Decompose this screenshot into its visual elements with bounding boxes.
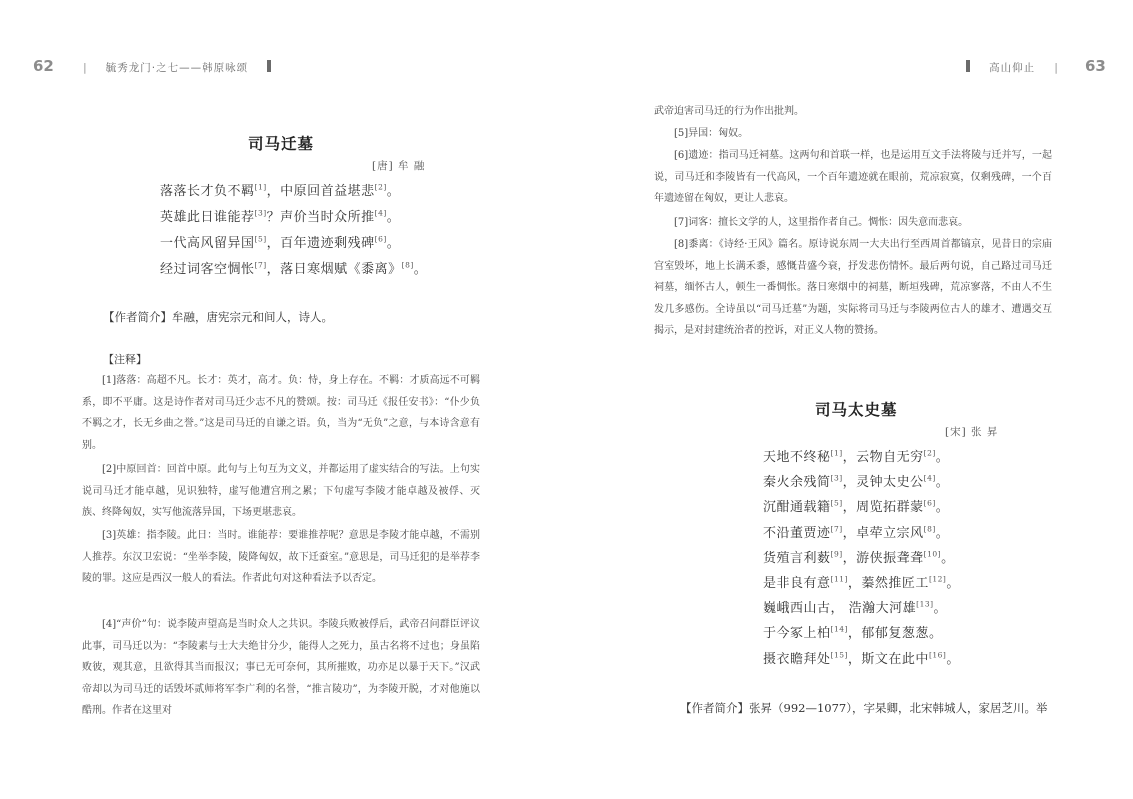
footnote-marker: [6]	[374, 234, 387, 244]
left-page	[0, 0, 566, 799]
poem-line	[763, 648, 960, 667]
footnote-marker: [3]	[830, 473, 843, 483]
footnote-marker: [3]	[254, 208, 267, 218]
note-item: [4]“声价”句：说李陵声望高是当时众人之共识。李陵兵败被俘后，武帝召问群臣评议此事，司马迁以为：“李陵素与士大夫绝甘分少，能得人之死力，虽古名将不过也；身虽陷败彼，观其意，且欲得其当而报汉；事已无可奈何，其所摧败，功亦足以暴于天下。”汉武帝却以为司马迁的话毁坏贰师将军李广利的名誉，“推言陵功”，为李陵开脱，才对他施以酷刑。作者在这里对	[82, 619, 480, 716]
poem-text: 。	[941, 550, 955, 566]
poem-text: 。	[386, 210, 401, 225]
poem-line	[763, 522, 949, 541]
poem-line	[160, 258, 427, 277]
footnote-marker: [10]	[923, 549, 942, 559]
header-marker	[966, 60, 970, 72]
header-separator: |	[1054, 61, 1058, 74]
poem-text: 。	[935, 525, 950, 541]
poem-text: 。	[935, 500, 950, 516]
poem-text: 。	[946, 576, 960, 591]
footnote-marker: [12]	[928, 574, 947, 584]
footnote-marker: [15]	[830, 650, 848, 660]
poem-text: ，中原回首益堪悲	[266, 184, 375, 199]
poem-text: ，蓁然推匠工	[847, 576, 929, 591]
poem-line	[160, 232, 400, 251]
poem-text: 。	[933, 601, 948, 617]
footnote-marker: [9]	[830, 549, 843, 559]
note-item: [6]遗迹：指司马迁祠墓。这两句和首联一样，也是运用互文手法将陵与迁并写，一起说，司马迁和李陵皆有一代高风，一个百年遗迹就在眼前，荒凉寂寞，仅剩残碑，一个百年遗迹留在匈奴，更让人悲哀。	[654, 150, 1052, 204]
footnote-marker: [7]	[830, 524, 843, 534]
footnote-marker: [16]	[928, 650, 947, 660]
author-intro: 【作者简介】张昇（992—1077），字杲卿，北宋韩城人，家居芝川。举	[680, 701, 1048, 715]
poem-text: 。	[935, 475, 950, 491]
footnote-marker: [14]	[830, 625, 848, 635]
poem-text: ，百年遗迹剩残碑	[266, 236, 375, 251]
poem-line	[763, 572, 960, 591]
poem-text: 。	[386, 184, 401, 199]
poem-text: 。	[946, 651, 960, 667]
poem-text: 英雄此日谁能荐	[160, 210, 255, 225]
footnote-marker: [5]	[830, 499, 843, 509]
footnote-marker: [6]	[923, 499, 936, 509]
poem-text: 。	[928, 626, 943, 642]
running-title: 高山仰止	[989, 62, 1036, 74]
note-item: [1]落落：高超不凡。长才：英才，高才。负：恃，身上存在。不羁：才质高远不可羁系，即不平庸。这是诗作者对司马迁少志不凡的赞颂。按：司马迁《报任安书》：“仆少负不羁之才，长无乡曲之誉。”这是司马迁的自谦之语。负，当为“无负”之意，与本诗含意有别。	[82, 375, 480, 451]
note-item: [8]黍离：《诗经·王风》篇名。原诗说东周一大夫出行至西周首都镐京，见昔日的宗庙宫室毁坏，地上长满禾黍，感慨昔盛今衰，抒发悲伤情怀。最后两句说，自己路过司马迁祠墓，缅怀古人，顿生一番惆怅。落日寒烟中的祠墓，断垣残碑，荒凉寥落，不由人不生发几多感伤。全诗虽以“司马迁墓”为题，实际将司马迁与李陵两位古人的雄才、遭遇交互揭示，是对封建统治者的控诉，对正义人物的赞扬。	[654, 239, 1052, 336]
author-intro: 【作者简介】牟融，唐宪宗元和间人，诗人。	[103, 310, 333, 324]
poem-line	[763, 622, 942, 641]
page-number: 62	[33, 57, 54, 75]
poem-text: 。	[935, 450, 950, 465]
poem-text: ，斯文在此中	[847, 651, 929, 667]
poem-text: ，游侠振聋聋	[842, 550, 924, 566]
right-page	[567, 0, 1133, 799]
note-item: [2]中原回首：回首中原。此句与上句互为文义，并都运用了虚实结合的写法。上句实说司马迁才能卓越，见识独特，虚写他遭宫刑之累；下句虚写李陵才能卓越及被俘、灭族、终降匈奴，实写他流落异国，下场更堪悲哀。	[82, 464, 480, 518]
footnote-marker: [13]	[916, 599, 934, 609]
poem-text: 不沿董贾迹	[763, 525, 831, 541]
poem-line	[763, 597, 947, 616]
poem-text: 是非良有意	[763, 576, 831, 591]
poem-text: 落落长才负不羁	[160, 184, 255, 199]
note-item: 武帝迫害司马迁的行为作出批判。	[654, 106, 804, 117]
poem-author: [宋] 张 昇	[945, 426, 999, 438]
note-item: [5]异国：匈奴。	[674, 128, 749, 139]
left-running-header	[33, 56, 271, 75]
footnote-marker: [8]	[923, 524, 936, 534]
poem-text: ，周览拓群蒙	[842, 500, 924, 516]
poem-line	[763, 471, 949, 490]
right-running-header	[966, 56, 1106, 75]
poem-text: 一代高风留异国	[160, 236, 255, 251]
poem-text: 经过词客空惆怅	[160, 262, 255, 277]
poem-text: 沉酣通载籍	[763, 500, 831, 516]
footnote-marker: [2]	[374, 182, 387, 192]
poem-text: ，灵钟太史公	[842, 475, 924, 491]
poem-author: [唐] 牟 融	[372, 160, 426, 172]
poem-line	[763, 547, 955, 566]
page-number: 63	[1085, 57, 1106, 75]
poem-text: ，郁郁复葱葱	[847, 626, 929, 642]
footnote-marker: [11]	[830, 574, 848, 584]
footnote-marker: [4]	[374, 208, 387, 218]
poem-text: 于今冢上柏	[763, 626, 831, 642]
poem-line	[160, 206, 400, 225]
poem-text: ，落日寒烟赋《黍离》	[266, 262, 402, 277]
poem-text: ，卓荦立宗风	[842, 525, 924, 541]
header-separator: |	[82, 61, 87, 74]
notes-heading: 【注释】	[103, 353, 147, 366]
poem-line	[763, 496, 949, 515]
poem-text: 货殖言利薮	[763, 550, 831, 566]
poem-text: 。	[386, 236, 401, 251]
footnote-marker: [1]	[254, 182, 267, 192]
poem-title: 司马迁墓	[248, 134, 315, 153]
poem-text: 摄衣瞻拜处	[763, 651, 831, 667]
footnote-marker: [5]	[254, 234, 267, 244]
poem-text: 。	[413, 262, 428, 277]
header-marker	[267, 60, 271, 72]
footnote-marker: [7]	[254, 260, 267, 270]
poem-text: ，云物自无穷	[842, 450, 924, 465]
footnote-marker: [8]	[401, 260, 414, 270]
poem-text: 巍峨西山古， 浩瀚大河雄	[763, 601, 917, 617]
footnote-marker: [4]	[923, 473, 936, 483]
running-title: 毓秀龙门·之七——韩原咏颂	[105, 62, 249, 74]
footnote-marker: [2]	[923, 448, 936, 458]
poem-line	[763, 446, 949, 465]
note-item: [3]英雄：指李陵。此日：当时。谁能荐：要谁推荐呢？意思是李陵才能卓越，不需别人推荐。东汉卫宏说：“坐举李陵，陵降匈奴，故下迁蚕室。”意思是，司马迁犯的是举荐李陵的罪。这应是西汉一般人的看法。作者此句对这种看法予以否定。	[82, 530, 480, 584]
footnote-marker: [1]	[830, 448, 843, 458]
poem-text: 秦火余残简	[763, 475, 831, 491]
note-item: [7]词客：擅长文学的人，这里指作者自己。惆怅：因失意而悲哀。	[674, 217, 969, 228]
poem-line	[160, 180, 400, 199]
poem-text: ？声价当时众所推	[266, 210, 375, 225]
poem-text: 天地不终秘	[763, 450, 831, 465]
poem-title: 司马太史墓	[815, 400, 898, 419]
